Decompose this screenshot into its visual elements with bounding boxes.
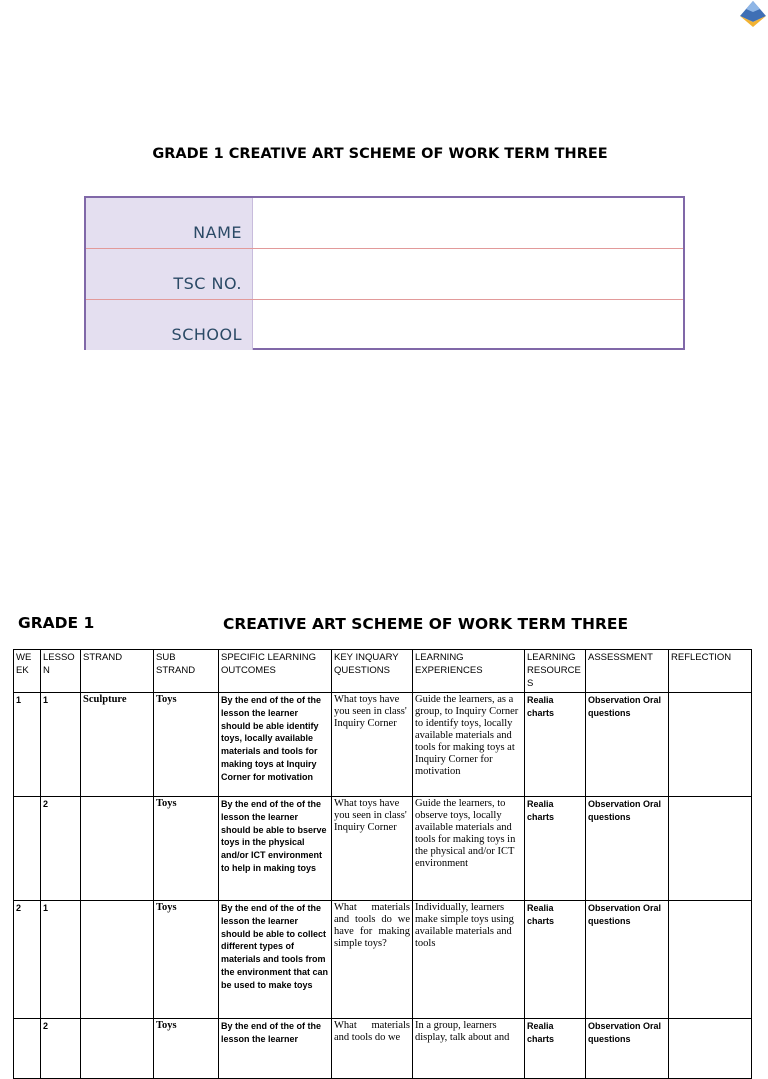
tsc-label: TSC NO. — [173, 274, 242, 293]
school-row — [86, 300, 683, 350]
lesson-cell: 1 — [41, 901, 81, 1019]
assessment-cell: Observation Oral questions — [586, 797, 669, 901]
strand-cell — [81, 901, 154, 1019]
tsc-row — [86, 249, 683, 299]
grade-heading: GRADE 1 — [18, 614, 95, 632]
strand-cell — [81, 797, 154, 901]
reflection-cell — [669, 1019, 752, 1079]
experiences-cell: Guide the learners, to observe toys, locally available materials and tools for making toys in the physical and/or ICT environment — [413, 797, 525, 901]
header-resources: LEARNING RESOURCES — [525, 650, 586, 693]
assessment-cell: Observation Oral questions — [586, 901, 669, 1019]
sub-strand-cell: Toys — [154, 693, 219, 797]
name-label: NAME — [193, 223, 242, 242]
teacher-info-table — [84, 196, 685, 350]
reflection-cell — [669, 901, 752, 1019]
scheme-table — [13, 649, 752, 1079]
assessment-cell: Observation Oral questions — [586, 693, 669, 797]
week-cell — [14, 797, 41, 901]
school-label: SCHOOL — [171, 325, 242, 344]
assessment-cell: Observation Oral questions — [586, 1019, 669, 1079]
table-row — [14, 901, 752, 1019]
resources-cell: Realia charts — [525, 1019, 586, 1079]
outcomes-cell: By the end of the of the lesson the learner should be able to collect different types of materials and tools from the environment that can be used to make toys — [219, 901, 332, 1019]
header-assessment: ASSESSMENT — [586, 650, 669, 693]
outcomes-cell: By the end of the of the lesson the learner — [219, 1019, 332, 1079]
week-cell: 1 — [14, 693, 41, 797]
header-questions: KEY INQUARY QUESTIONS — [332, 650, 413, 693]
sub-strand-cell: Toys — [154, 901, 219, 1019]
header-outcomes: SPECIFIC LEARNING OUTCOMES — [219, 650, 332, 693]
outcomes-cell: By the end of the of the lesson the learner should be able identify toys, locally available materials and tools for making toys at Inquiry Corner for motivation — [219, 693, 332, 797]
experiences-cell: In a group, learners display, talk about and — [413, 1019, 525, 1079]
questions-cell: What materials and tools do we have for making simple toys? — [332, 901, 413, 1019]
lesson-cell: 2 — [41, 797, 81, 901]
publisher-logo-icon — [738, 0, 768, 28]
experiences-cell: Individually, learners make simple toys using available materials and tools — [413, 901, 525, 1019]
lesson-cell: 1 — [41, 693, 81, 797]
outcomes-cell: By the end of the of the lesson the learner should be able to bserve toys in the physical and/or ICT environment to help in making toys — [219, 797, 332, 901]
header-experiences: LEARNING EXPERIENCES — [413, 650, 525, 693]
table-row — [14, 797, 752, 901]
table-row — [14, 1019, 752, 1079]
reflection-cell — [669, 797, 752, 901]
resources-cell: Realia charts — [525, 797, 586, 901]
week-cell: 2 — [14, 901, 41, 1019]
header-week: WE EK — [14, 650, 41, 693]
table-row — [14, 693, 752, 797]
strand-cell — [81, 1019, 154, 1079]
strand-cell: Sculpture — [81, 693, 154, 797]
questions-cell: What toys have you seen in class' Inquiry Corner — [332, 693, 413, 797]
header-row — [14, 650, 752, 693]
cover-title: GRADE 1 CREATIVE ART SCHEME OF WORK TERM THREE — [152, 146, 608, 162]
resources-cell: Realia charts — [525, 901, 586, 1019]
experiences-cell: Guide the learners, as a group, to Inquiry Corner to identify toys, locally available materials and tools for making toys at Inquiry Corner for motivation — [413, 693, 525, 797]
sub-strand-cell: Toys — [154, 1019, 219, 1079]
resources-cell: Realia charts — [525, 693, 586, 797]
header-lesson: LESSO N — [41, 650, 81, 693]
header-reflection: REFLECTION — [669, 650, 752, 693]
week-cell — [14, 1019, 41, 1079]
reflection-cell — [669, 693, 752, 797]
scheme-title: CREATIVE ART SCHEME OF WORK TERM THREE — [223, 615, 629, 633]
name-row — [86, 198, 683, 248]
header-sub-strand: SUB STRAND — [154, 650, 219, 693]
questions-cell: What materials and tools do we — [332, 1019, 413, 1079]
sub-strand-cell: Toys — [154, 797, 219, 901]
lesson-cell: 2 — [41, 1019, 81, 1079]
header-strand: STRAND — [81, 650, 154, 693]
questions-cell: What toys have you seen in class' Inquiry Corner — [332, 797, 413, 901]
